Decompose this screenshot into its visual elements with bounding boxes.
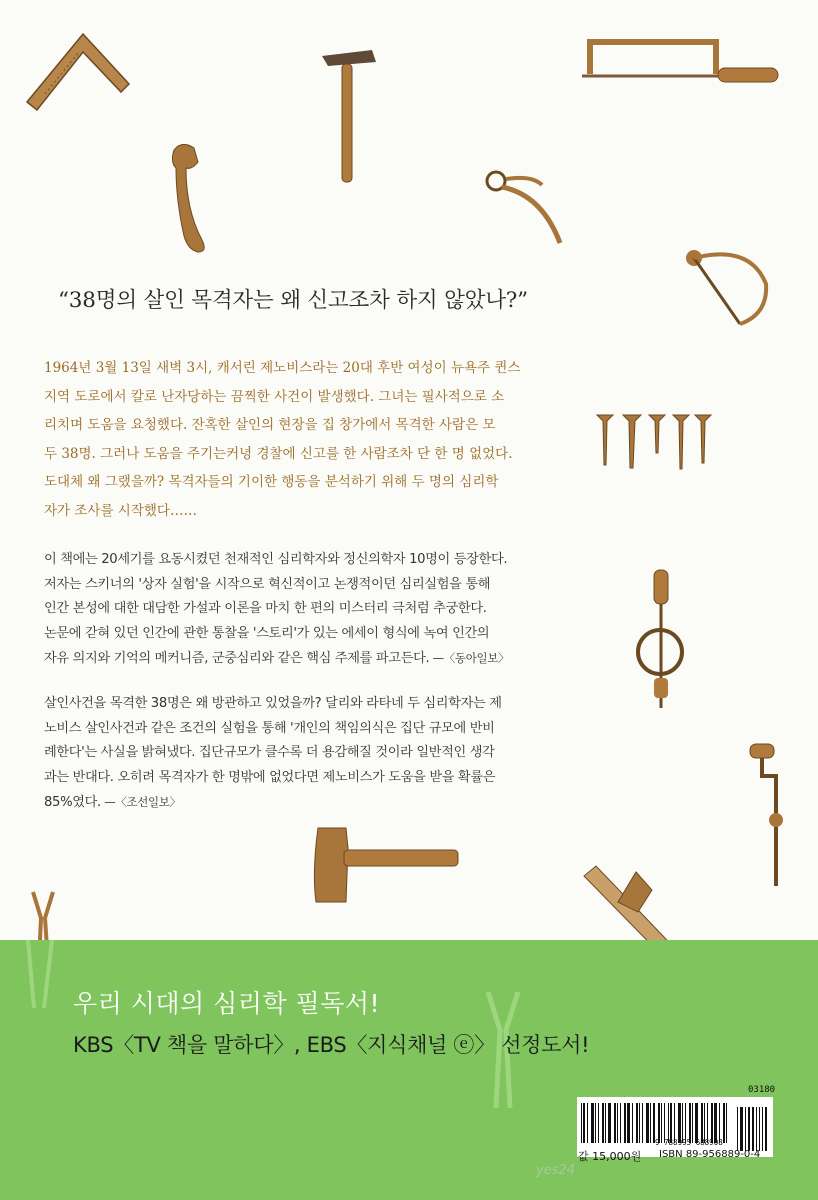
barcode-bar [685,1103,686,1143]
isbn: ISBN 89-956889-0-4 [659,1149,761,1160]
barcode-bar [627,1103,630,1143]
story-summary [44,354,544,526]
barcode-bar [719,1103,720,1143]
barcode-bar [661,1103,662,1143]
review-source: —〈조선일보〉 [100,795,181,810]
barcode-bar [642,1103,643,1143]
barcode-bar [620,1103,621,1143]
hatchet-icon [310,822,460,904]
barcode-bar [639,1103,640,1143]
barcode-bar [602,1103,604,1143]
barcode-bar [756,1107,757,1151]
carpenter-square-icon [25,30,135,120]
barcode-bar [653,1103,655,1143]
barcode-bar [598,1103,599,1143]
barcode-bar [670,1103,672,1143]
barcode-bar [595,1103,596,1143]
barcode-bar [704,1103,705,1143]
review-line: 이 책에는 20세기를 요동시켰던 천재적인 심리학자와 정신의학자 10명이 등장한다. [44,552,508,567]
barcode-bar [737,1107,738,1151]
barcode-bar [740,1107,743,1151]
barcode-bar [614,1103,616,1143]
barcode-bar [617,1103,618,1143]
banner-subline: KBS〈TV 책을 말하다〉, EBS〈지식채널 ⓔ〉 선정도서! [73,1033,590,1057]
barcode-bar [624,1103,626,1143]
headline-quote: “38명의 살인 목격자는 왜 신고조차 하지 않았나?” [58,288,528,313]
barcode-bar [765,1107,767,1151]
watermark: yes24 [536,1163,576,1178]
barcode-bar [605,1103,606,1143]
barcode-bar [583,1103,585,1143]
barcode-bar [646,1103,649,1143]
barcode-bar [711,1103,713,1143]
barcode-bar [678,1103,681,1143]
barcode-bar [668,1103,669,1143]
story-line: 지역 도로에서 칼로 난자당하는 끔찍한 사건이 발생했다. 그녀는 필사적으로 소 [44,388,505,405]
caliper-icon [482,165,572,250]
hammer-icon [320,44,380,184]
barcode-bar [714,1103,717,1143]
barcode-bar [689,1103,691,1143]
review-chosun [44,692,554,816]
barcode-addon: 03180 [748,1085,776,1095]
banner-tagline: 우리 시대의 심리학 필독서! [73,989,381,1018]
review-line-text: 자유 의지와 기억의 메커니즘, 군중심리와 같은 핵심 주제를 파고든다. [44,651,430,667]
brace-drill-icon [742,740,802,890]
barcode-bar [650,1103,651,1143]
barcode-bar [726,1103,727,1143]
barcode-bar [682,1103,683,1143]
hacksaw-icon [578,36,783,91]
story-line: 1964년 3월 13일 새벽 3시, 캐서린 제노비스라는 20대 후반 여성이 뉴욕주 퀸스 [44,360,521,376]
story-line: 두 38명. 그러나 도움을 주기는커녕 경찰에 신고를 한 사람조차 단 한 명 없었다. [44,445,513,462]
barcode-bar [752,1107,754,1151]
barcode-bar [658,1103,660,1143]
review-line: 례한다'는 사실을 밝혀냈다. 집단규모가 클수록 더 용감해질 것이라 일반적인 생각 [44,745,495,761]
barcode-bar [707,1103,708,1143]
barcode-bar [723,1103,725,1143]
review-source: —〈동아일보〉 [429,651,510,666]
green-banner [0,940,818,1200]
barcode-bar [748,1107,750,1151]
story-line: 도대체 왜 그랬을까? 목격자들의 기이한 행동을 분석하기 위해 두 명의 심리학 [44,474,499,491]
barcode-bar [759,1107,760,1151]
review-line: 살인사건을 목격한 38명은 왜 방관하고 있었을까? 달리와 라타네 두 심리학자는 제 [44,696,502,711]
barcode-bar [695,1103,698,1143]
barcode-digits: 9 788995 688908 [655,1138,723,1147]
review-line: 논문에 갇혀 있던 인간에 관한 통찰을 '스토리'가 있는 에세이 형식에 녹여 인간의 [44,625,490,641]
review-line: 인간 본성에 대한 대담한 가설과 이론을 마치 한 편의 미스터리 극처럼 추궁한다. [44,601,487,617]
review-donga [44,548,554,672]
review-line: 과는 반대다. 오히려 목격자가 한 명밖에 없었다면 제노비스가 도움을 받을 확률은 [44,769,496,785]
barcode-bar [636,1103,638,1143]
barcode-bar [762,1107,763,1151]
review-line-text: 85%였다. [44,795,101,811]
barcode-bar [587,1103,588,1143]
barcode-bar [608,1103,611,1143]
barcode-bar [692,1103,693,1143]
review-line: 노비스 살인사건과 같은 조건의 실험을 통해 '개인의 책임의식은 집단 규모에 반비 [44,720,495,736]
screws-icon [595,413,715,473]
review-line [44,646,554,672]
hand-drill-icon [632,568,692,713]
pliers-icon [20,940,60,1010]
story-line: 자가 조사를 시작했다…… [44,502,197,519]
barcode-bar [632,1103,633,1143]
barcode-bar [674,1103,675,1143]
barcode-bar [591,1103,594,1143]
review-line: 저자는 스키너의 '상자 실험'을 시작으로 혁신적이고 논쟁적이던 심리실험을 통해 [44,576,491,592]
barcode-bar [745,1107,746,1151]
barcode-bar [664,1103,665,1143]
barcode-bar [701,1103,703,1143]
price: 값 15,000원 [578,1150,642,1163]
review-line [44,790,554,816]
barcode-bar [581,1103,582,1143]
wrench-icon [168,140,218,255]
story-line: 리치며 도움을 요청했다. 잔혹한 살인의 현장을 집 창가에서 목격한 사람은 모 [44,417,496,434]
